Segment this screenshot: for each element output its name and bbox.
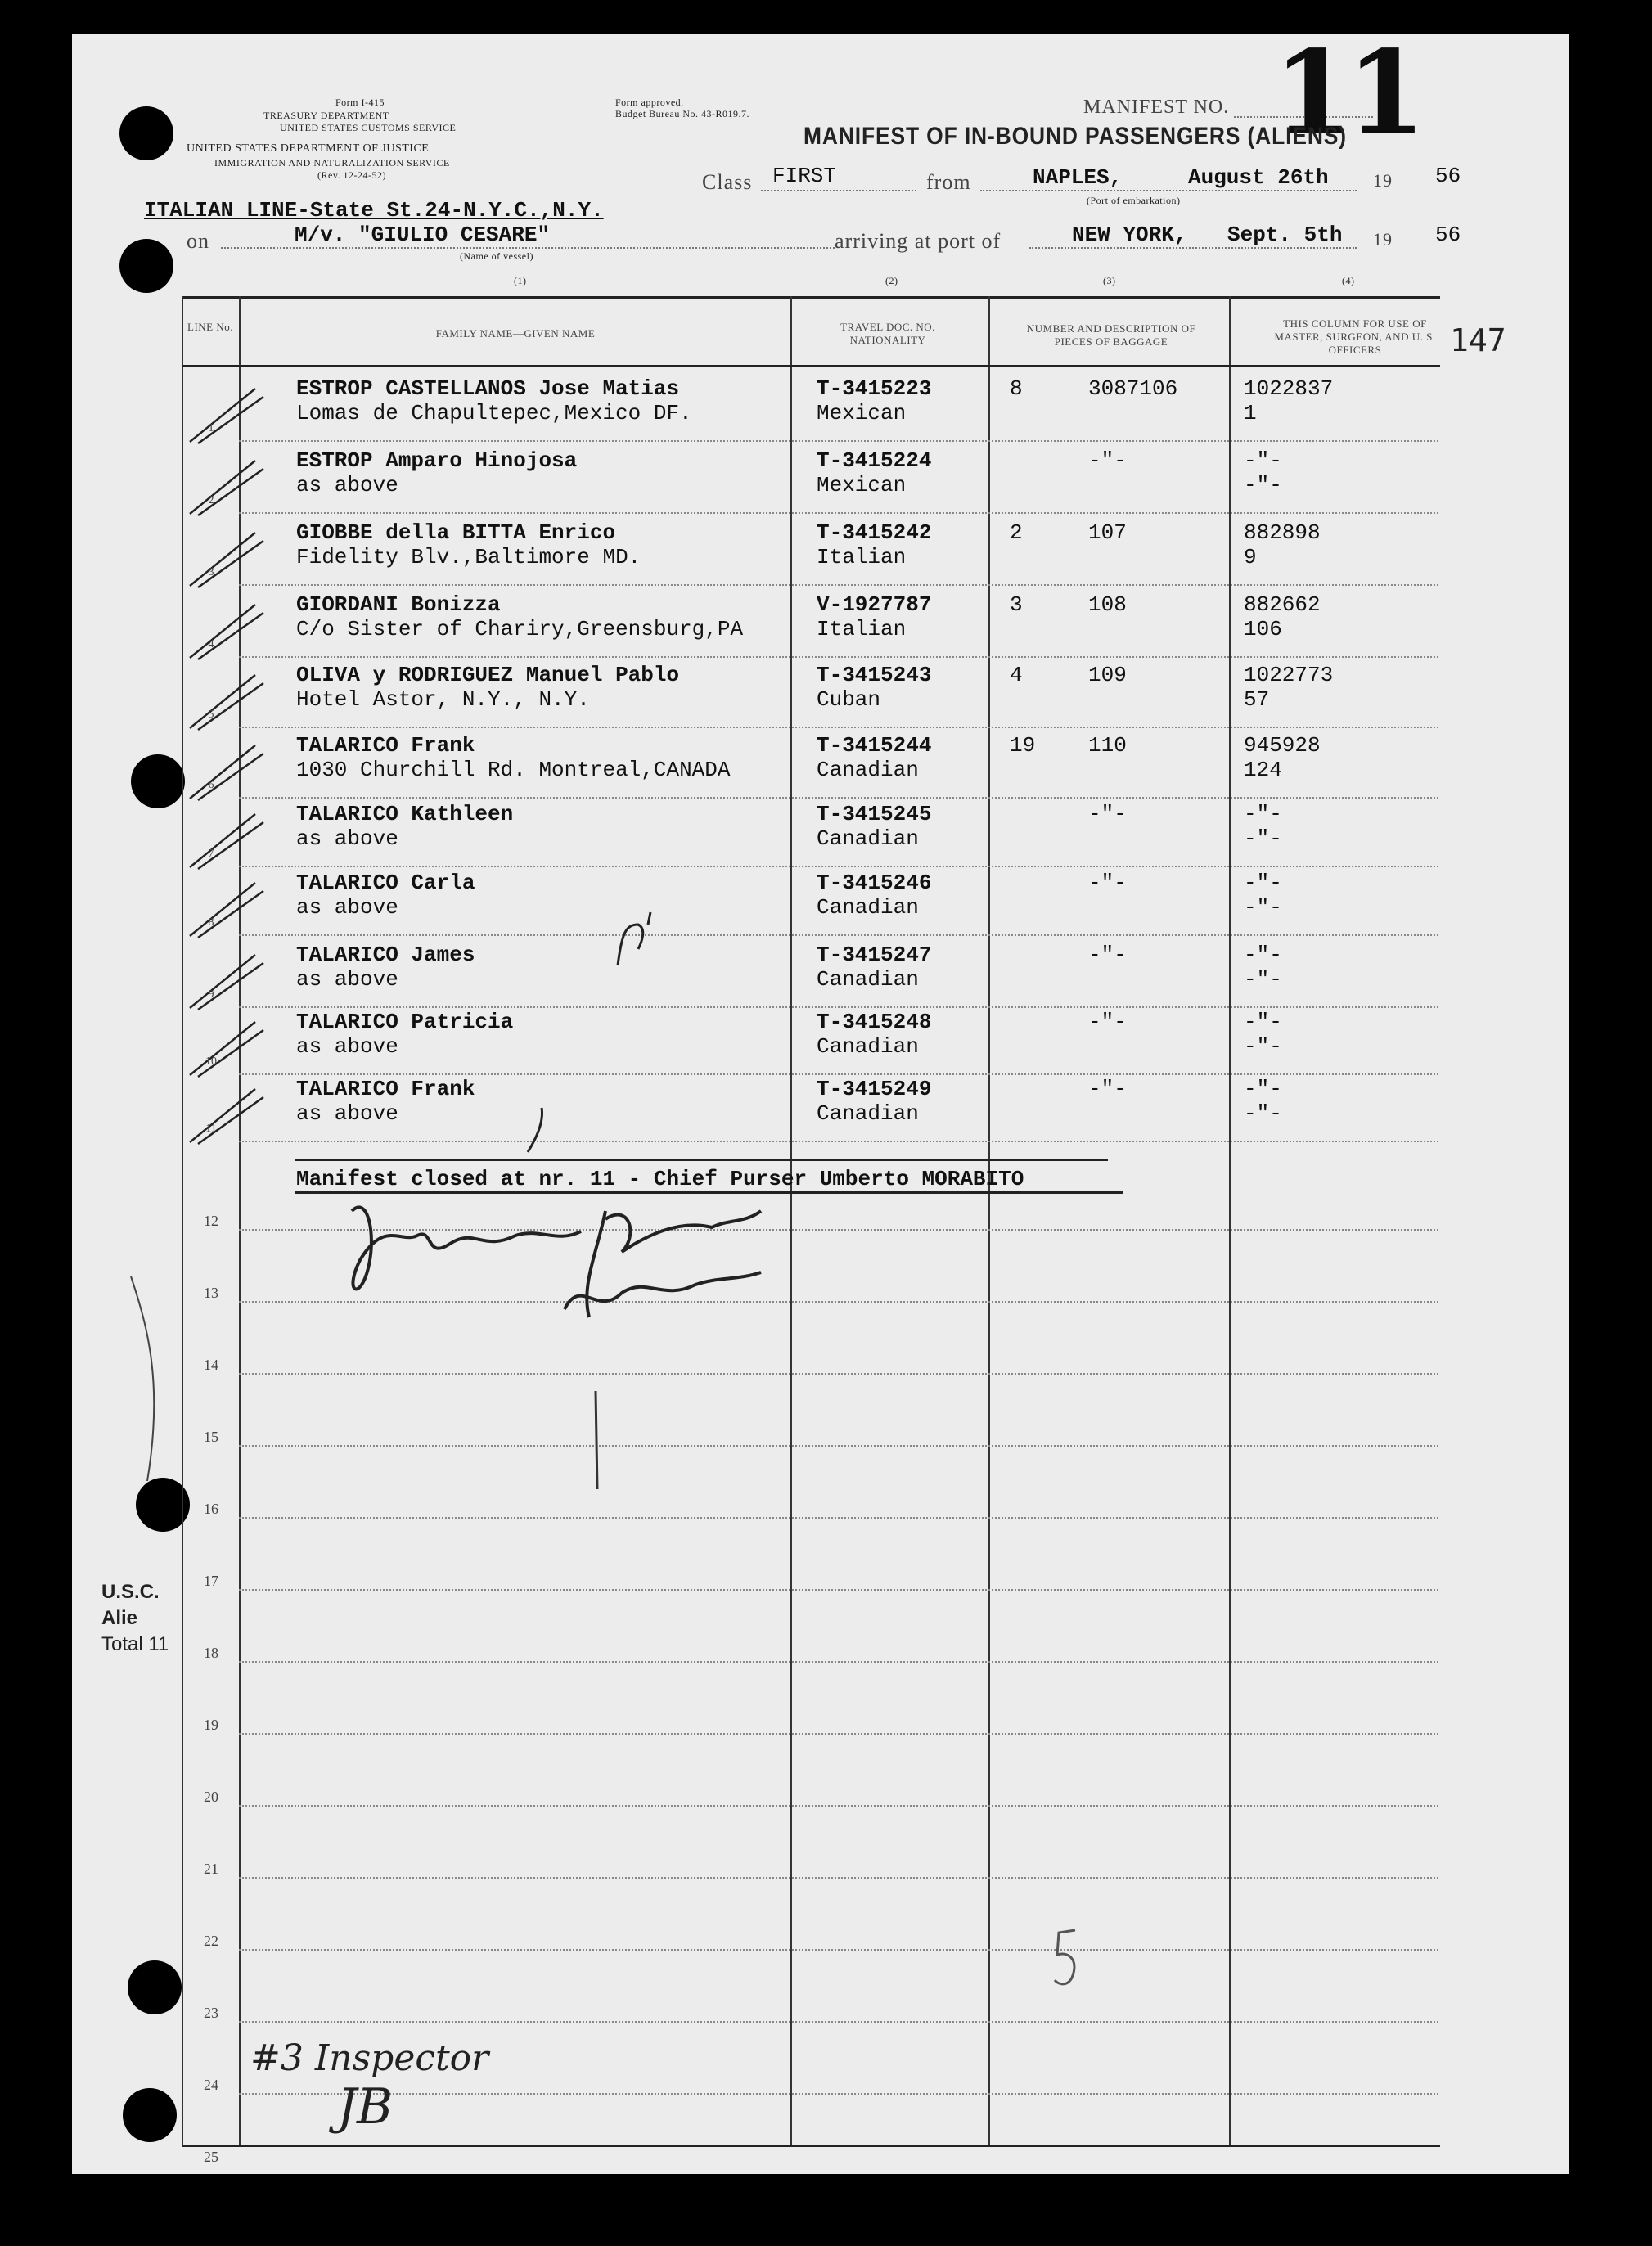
year-prefix-1: 19 (1373, 170, 1393, 191)
class-value: FIRST (772, 164, 837, 188)
margin-stamp-usc: U.S.C. (101, 1581, 160, 1603)
nationality: Canadian (817, 1101, 919, 1126)
line-number: 18 (204, 1645, 218, 1661)
travel-doc-number: T-3415245 (817, 802, 932, 826)
travel-doc-number: T-3415243 (817, 663, 932, 687)
check-mark (182, 951, 280, 1016)
officer-note: 106 (1244, 617, 1282, 641)
line-number: 12 (204, 1213, 218, 1229)
inspector-signature (335, 1186, 794, 1350)
manifest-title: MANIFEST OF IN-BOUND PASSENGERS (ALIENS) (803, 123, 1347, 150)
row-separator (239, 1877, 1438, 1879)
check-mark (182, 457, 280, 522)
baggage-description: 3087106 (1088, 376, 1178, 401)
passenger-name: TALARICO Frank (296, 733, 475, 758)
row-separator (239, 727, 1438, 728)
check-mark (182, 529, 280, 594)
passenger-address: 1030 Churchill Rd. Montreal,CANADA (296, 758, 731, 782)
passenger-name: TALARICO Frank (296, 1077, 475, 1101)
line-number: 24 (204, 2077, 218, 2093)
arrival-date: Sept. 5th (1227, 223, 1343, 247)
baggage-description: -"- (1088, 1077, 1127, 1101)
header-baggage: NUMBER AND DESCRIPTION OF PIECES OF BAGGAGE (1026, 322, 1196, 348)
manifest-no-label: MANIFEST NO. (1083, 97, 1230, 118)
arrival-underline (1029, 247, 1357, 249)
passenger-address: Hotel Astor, N.Y., N.Y. (296, 687, 590, 712)
header-officers: THIS COLUMN FOR USE OF MASTER, SURGEON, AND U. S. OFFICERS (1274, 317, 1436, 356)
row-separator (239, 1073, 1438, 1075)
passenger-address: Fidelity Blv.,Baltimore MD. (296, 545, 641, 569)
closing-top-rule (295, 1159, 1108, 1161)
officer-number: 882662 (1244, 592, 1321, 617)
row-separator (239, 1661, 1438, 1663)
closing-line: Manifest closed at nr. 11 - Chief Purser Umberto MORABITO (296, 1167, 1024, 1191)
officer-note: -"- (1244, 826, 1282, 851)
travel-doc-number: T-3415223 (817, 376, 932, 401)
row-separator (239, 1805, 1438, 1807)
officer-note: -"- (1244, 1101, 1282, 1126)
page-number: 147 (1450, 322, 1506, 358)
line-number: 1 (208, 422, 214, 434)
punch-hole (119, 239, 173, 293)
bottom-initials: JB (337, 2078, 394, 2136)
passenger-address: as above (296, 1034, 398, 1059)
baggage-pieces: 3 (1010, 592, 1023, 617)
line-number: 15 (204, 1429, 218, 1445)
from-port: NAPLES, (1033, 165, 1123, 190)
travel-doc-number: T-3415246 (817, 871, 932, 895)
line-number: 5 (208, 709, 214, 721)
passenger-address: as above (296, 967, 398, 992)
line-number: 7 (208, 848, 214, 860)
baggage-description: -"- (1088, 448, 1127, 473)
vessel-caption: (Name of vessel) (460, 250, 533, 262)
table-header-rule (182, 365, 1440, 367)
baggage-pieces: 2 (1010, 520, 1023, 545)
embark-year: 56 (1435, 164, 1461, 188)
class-underline (761, 190, 916, 191)
budget-bureau: Budget Bureau No. 43-R019.7. (615, 108, 749, 119)
line-number: 8 (208, 916, 214, 929)
embark-date: August 26th (1188, 165, 1329, 190)
check-mark (182, 810, 280, 875)
line-number: 9 (208, 988, 214, 1001)
col-number-2: (2) (885, 275, 898, 286)
officer-number: 1022773 (1244, 663, 1334, 687)
nationality: Mexican (817, 473, 907, 497)
passenger-name: GIOBBE della BITTA Enrico (296, 520, 616, 545)
check-mark (182, 1085, 280, 1150)
from-underline (980, 190, 1357, 191)
line-number: 25 (204, 2149, 218, 2165)
from-label: from (926, 170, 971, 194)
nationality: Cuban (817, 687, 881, 712)
passenger-name: GIORDANI Bonizza (296, 592, 501, 617)
officer-note: 9 (1244, 545, 1257, 569)
line-address: ITALIAN LINE-State St.24-N.Y.C.,N.Y. (144, 198, 604, 223)
travel-doc-number: T-3415247 (817, 943, 932, 967)
line-number: 10 (205, 1055, 217, 1068)
baggage-description: 109 (1088, 663, 1127, 687)
officer-note: -"- (1244, 473, 1282, 497)
baggage-description: -"- (1088, 871, 1127, 895)
row-separator (239, 440, 1438, 442)
arrival-year: 56 (1435, 223, 1461, 247)
officer-number: -"- (1244, 448, 1282, 473)
line-number: 22 (204, 1933, 218, 1949)
class-label: Class (702, 170, 753, 194)
passenger-name: ESTROP CASTELLANOS Jose Matias (296, 376, 680, 401)
table-bottom-rule (182, 2145, 1440, 2147)
nationality: Canadian (817, 895, 919, 920)
port-embark-caption: (Port of embarkation) (1087, 195, 1181, 206)
row-separator (239, 512, 1438, 514)
line-number: 16 (204, 1501, 218, 1517)
check-mark (182, 385, 280, 450)
revision: (Rev. 12-24-52) (317, 169, 387, 181)
punch-hole (131, 754, 185, 808)
baggage-pieces: 19 (1010, 733, 1036, 758)
officer-note: -"- (1244, 1034, 1282, 1059)
row-separator (239, 1006, 1438, 1008)
passenger-address: as above (296, 1101, 398, 1126)
table-top-rule (182, 296, 1440, 299)
header-family-name: FAMILY NAME—GIVEN NAME (435, 327, 596, 340)
officer-note: 124 (1244, 758, 1282, 782)
row-separator (239, 797, 1438, 799)
line-number: 3 (208, 566, 214, 578)
baggage-description: -"- (1088, 802, 1127, 826)
check-mark (182, 671, 280, 736)
punch-hole (123, 2088, 177, 2142)
passenger-name: TALARICO Carla (296, 871, 475, 895)
passenger-address: Lomas de Chapultepec,Mexico DF. (296, 401, 692, 425)
customs-service: UNITED STATES CUSTOMS SERVICE (280, 122, 457, 133)
officer-note: -"- (1244, 895, 1282, 920)
baggage-description: 108 (1088, 592, 1127, 617)
vessel-name: M/v. "GIULIO CESARE" (295, 223, 551, 247)
line-number: 2 (208, 494, 214, 506)
line-number: 21 (204, 1861, 218, 1877)
treasury-dept: TREASURY DEPARTMENT (263, 110, 389, 121)
officer-number: -"- (1244, 1010, 1282, 1034)
row-separator (239, 656, 1438, 658)
passenger-address: C/o Sister of Chariry,Greensburg,PA (296, 617, 744, 641)
nationality: Mexican (817, 401, 907, 425)
line-number: 14 (204, 1357, 218, 1373)
baggage-description: -"- (1088, 943, 1127, 967)
row-separator (239, 1141, 1438, 1142)
passenger-name: ESTROP Amparo Hinojosa (296, 448, 578, 473)
nationality: Italian (817, 545, 907, 569)
margin-curve (123, 1276, 172, 1489)
header-line-no: LINE No. (187, 321, 233, 333)
passenger-name: TALARICO James (296, 943, 475, 967)
line-number: 17 (204, 1573, 218, 1589)
nationality: Canadian (817, 758, 919, 782)
passenger-address: as above (296, 473, 398, 497)
travel-doc-number: V-1927787 (817, 592, 932, 617)
travel-doc-number: T-3415249 (817, 1077, 932, 1101)
check-mark (182, 741, 280, 807)
row-separator (239, 1733, 1438, 1735)
punch-hole (128, 1960, 182, 2014)
row-separator (239, 1445, 1438, 1447)
passenger-name: OLIVA y RODRIGUEZ Manuel Pablo (296, 663, 680, 687)
check-mark (182, 1018, 280, 1083)
baggage-description: 107 (1088, 520, 1127, 545)
check-mark-n (614, 908, 663, 974)
row-separator (239, 1949, 1438, 1951)
stroke-mark (589, 1391, 605, 1497)
pencil-mark-5 (1051, 1926, 1083, 1992)
punch-hole (119, 106, 173, 160)
form-number: Form I-415 (335, 97, 385, 108)
officer-number: -"- (1244, 943, 1282, 967)
col-divider-baggage (988, 296, 990, 2147)
check-mark (182, 879, 280, 944)
line-number: 13 (204, 1285, 218, 1301)
passenger-name: TALARICO Kathleen (296, 802, 514, 826)
nationality: Italian (817, 617, 907, 641)
line-number: 4 (208, 638, 214, 650)
check-mark (182, 601, 280, 666)
row-separator (239, 934, 1438, 936)
travel-doc-number: T-3415224 (817, 448, 932, 473)
row-separator (239, 1373, 1438, 1375)
justice-dept: UNITED STATES DEPARTMENT OF JUSTICE (187, 142, 430, 155)
line-number: 19 (204, 1717, 218, 1733)
baggage-pieces: 4 (1010, 663, 1023, 687)
vessel-underline (221, 247, 835, 249)
margin-stamp-aliens: Alie (101, 1607, 138, 1629)
baggage-description: -"- (1088, 1010, 1127, 1034)
line-number: 6 (208, 779, 214, 791)
officer-note: -"- (1244, 967, 1282, 992)
arrival-port: NEW YORK, (1072, 223, 1187, 247)
line-number: 23 (204, 2005, 218, 2021)
line-number: 11 (205, 1123, 217, 1135)
header-travel-doc: TRAVEL DOC. NO. NATIONALITY (840, 321, 935, 346)
manifest-number: 11 (1273, 26, 1420, 160)
col-number-4: (4) (1342, 275, 1355, 286)
row-separator (239, 866, 1438, 867)
row-separator (239, 1517, 1438, 1519)
passenger-name: TALARICO Patricia (296, 1010, 514, 1034)
officer-number: -"- (1244, 802, 1282, 826)
nationality: Canadian (817, 826, 919, 851)
baggage-description: 110 (1088, 733, 1127, 758)
travel-doc-number: T-3415248 (817, 1010, 932, 1034)
officer-number: -"- (1244, 871, 1282, 895)
row-separator (239, 2093, 1438, 2095)
tick-mark (524, 1106, 548, 1155)
officer-number: 945928 (1244, 733, 1321, 758)
col-number-1: (1) (514, 275, 527, 286)
officer-note: 1 (1244, 401, 1257, 425)
form-approved: Form approved. (615, 97, 684, 108)
officer-number: 882898 (1244, 520, 1321, 545)
on-label: on (187, 229, 209, 253)
passenger-address: as above (296, 895, 398, 920)
ins-service: IMMIGRATION AND NATURALIZATION SERVICE (214, 157, 450, 169)
margin-stamp-total: Total 11 (101, 1633, 169, 1655)
line-number: 20 (204, 1789, 218, 1805)
baggage-pieces: 8 (1010, 376, 1023, 401)
row-separator (239, 1589, 1438, 1591)
officer-number: 1022837 (1244, 376, 1334, 401)
row-separator (239, 2021, 1438, 2023)
officer-note: 57 (1244, 687, 1270, 712)
arriving-label: arriving at port of (835, 229, 1002, 253)
bottom-inspector-note: #3 Inspector (250, 2037, 489, 2079)
year-prefix-2: 19 (1373, 229, 1393, 250)
officer-number: -"- (1244, 1077, 1282, 1101)
nationality: Canadian (817, 1034, 919, 1059)
passenger-address: as above (296, 826, 398, 851)
row-separator (239, 584, 1438, 586)
col-number-3: (3) (1103, 275, 1116, 286)
travel-doc-number: T-3415242 (817, 520, 932, 545)
travel-doc-number: T-3415244 (817, 733, 932, 758)
nationality: Canadian (817, 967, 919, 992)
col-divider-officers (1229, 296, 1231, 2147)
